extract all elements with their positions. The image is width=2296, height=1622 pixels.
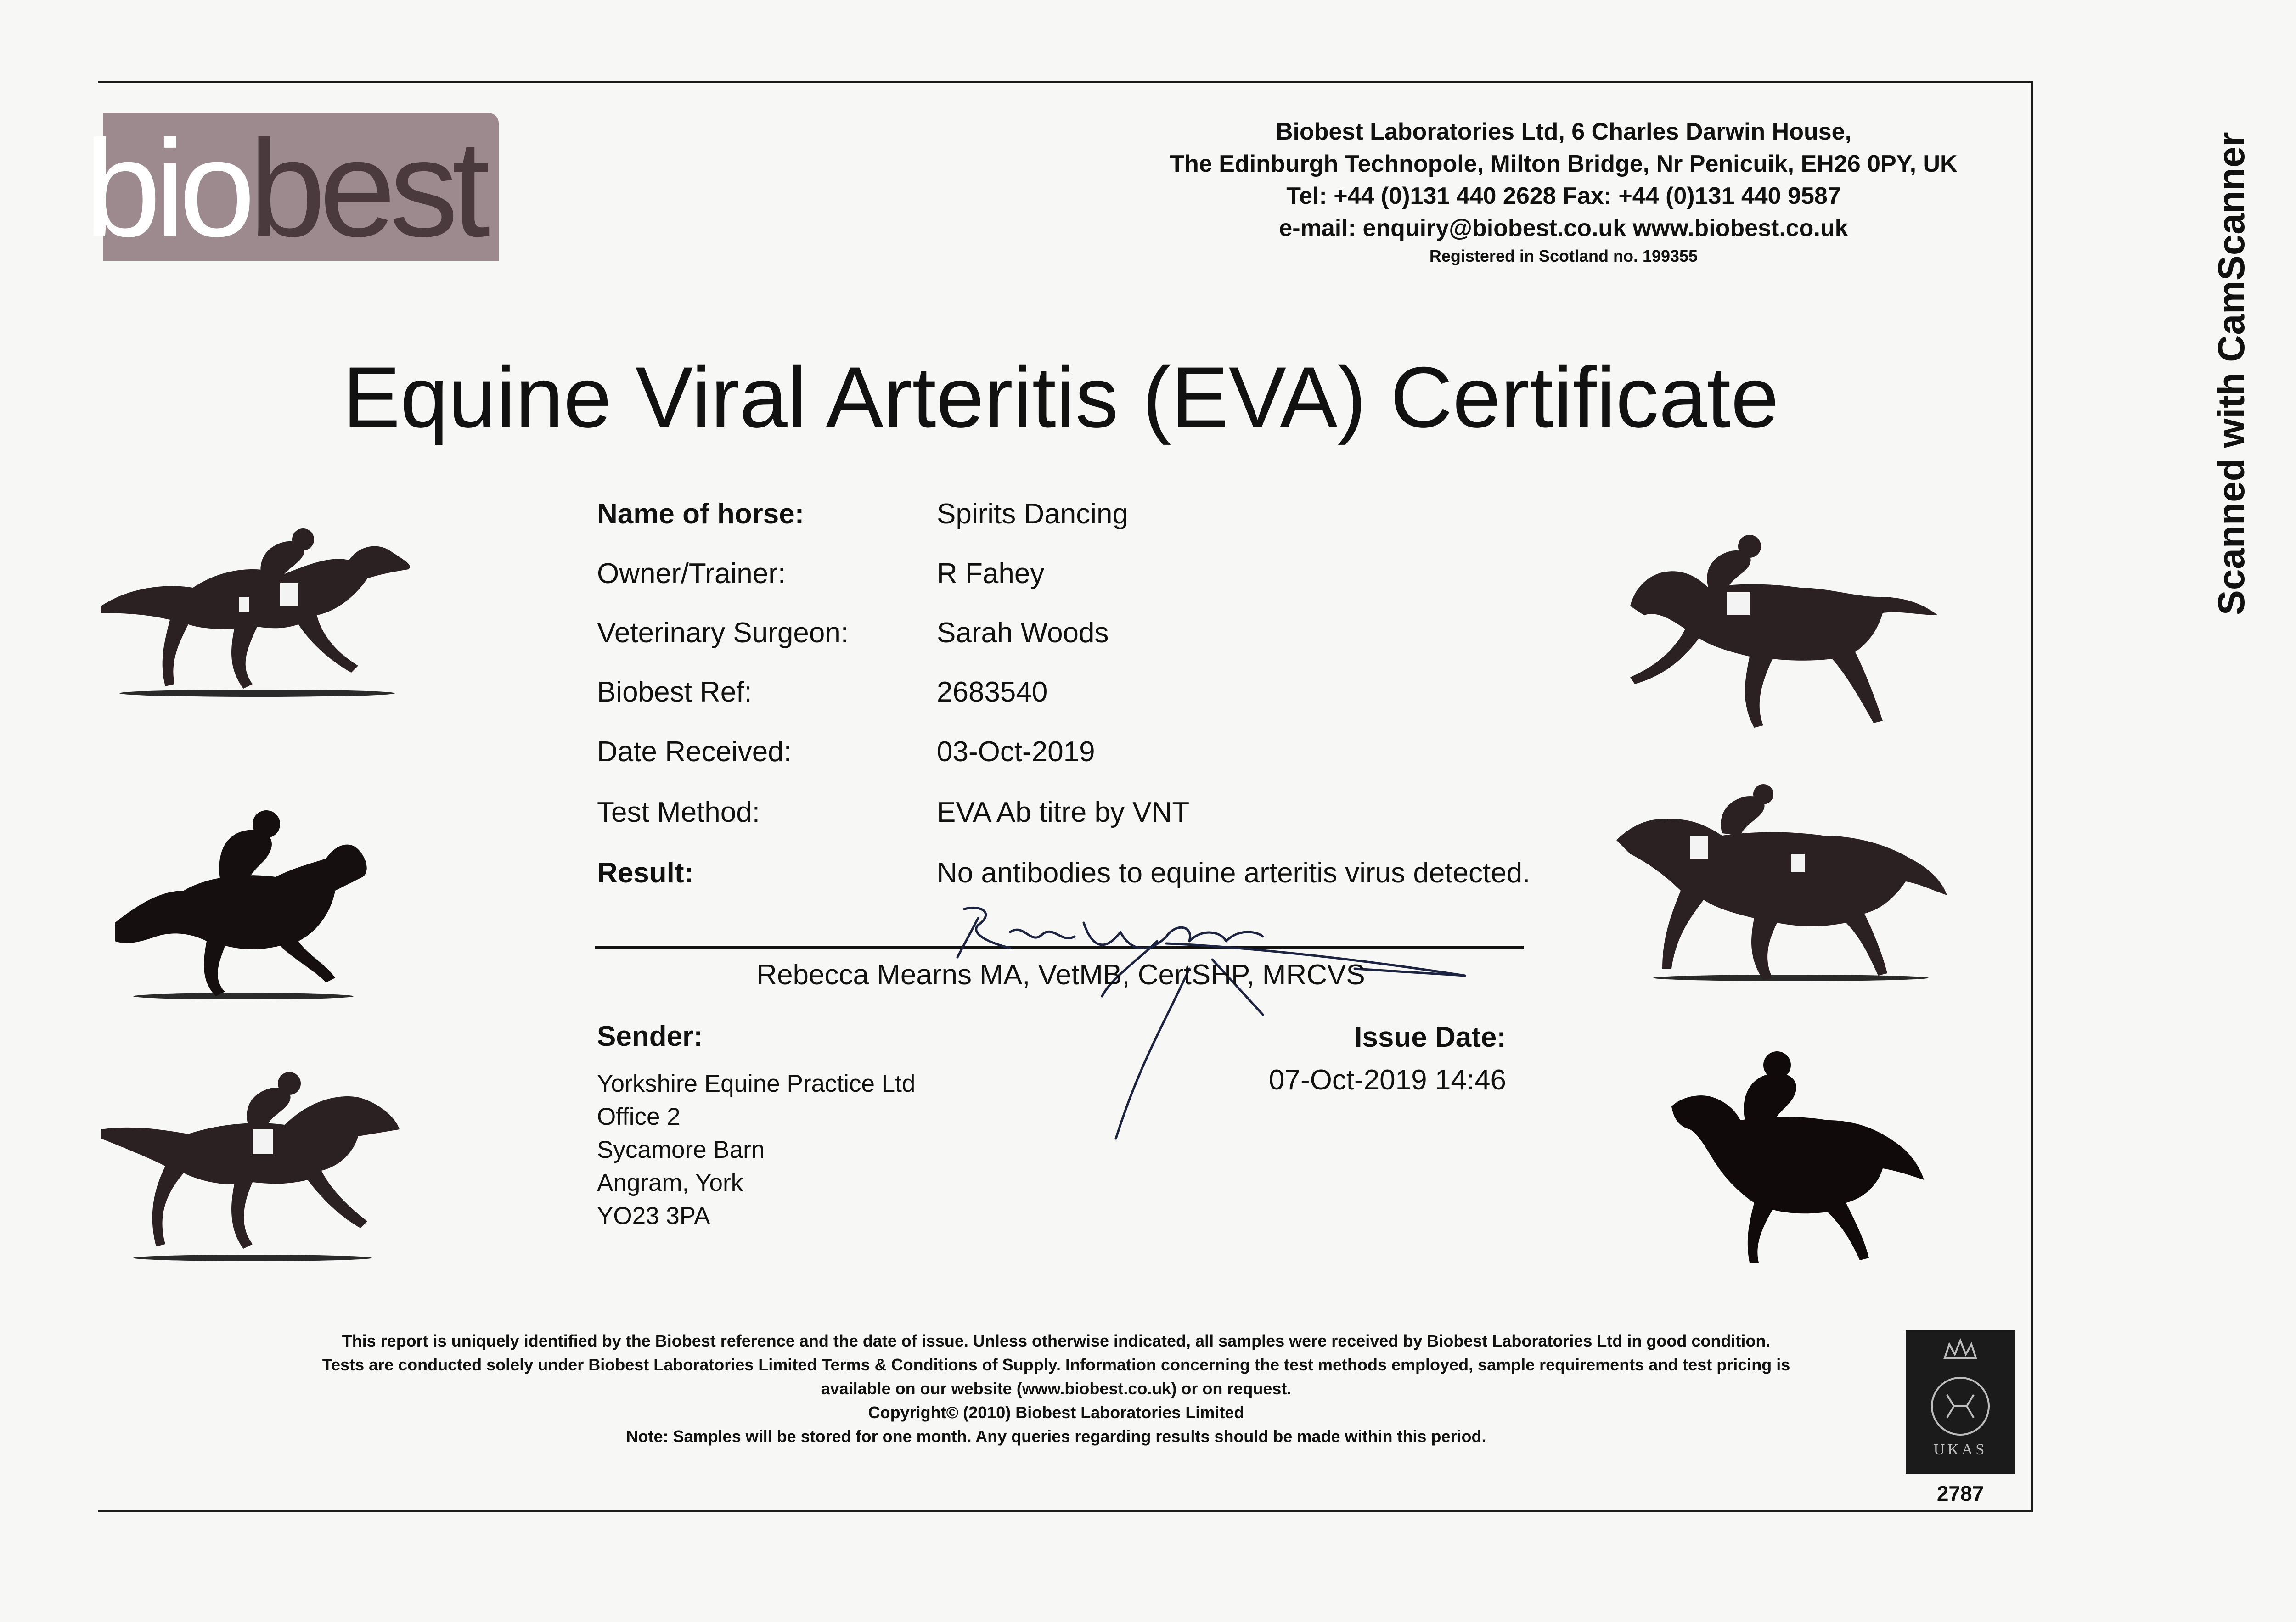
horse-name-label: Name of horse: bbox=[597, 498, 805, 530]
racehorse-icon bbox=[101, 1056, 404, 1263]
footer-disclaimer bbox=[193, 1329, 1919, 1448]
sender-address-line: Office 2 bbox=[597, 1103, 681, 1130]
sender-address-line: Angram, York bbox=[597, 1169, 743, 1196]
address-line-2: The Edinburgh Technopole, Milton Bridge, Nr Penicuik, EH26 0PY, UK bbox=[1170, 151, 1958, 177]
contact-phone-line: Tel: +44 (0)131 440 2628 Fax: +44 (0)131 440 9587 bbox=[1286, 183, 1841, 209]
issue-date-value: 07-Oct-2019 14:46 bbox=[1268, 1064, 1506, 1096]
issue-date-label: Issue Date: bbox=[1354, 1021, 1506, 1053]
horse-name-value: Spirits Dancing bbox=[937, 498, 1128, 530]
ukas-accreditation-mark bbox=[1906, 1330, 2015, 1474]
biobest-ref-value: 2683540 bbox=[937, 676, 1048, 708]
vet-surgeon-value: Sarah Woods bbox=[937, 617, 1109, 649]
biobest-logo bbox=[84, 111, 499, 265]
certificate-title: Equine Viral Arteritis (EVA) Certificate bbox=[343, 349, 1779, 445]
date-received-label: Date Received: bbox=[597, 736, 792, 768]
ukas-badge-text: UKAS bbox=[1933, 1441, 1987, 1458]
disclaimer-line: available on our website (www.biobest.co.uk) or on request. bbox=[821, 1379, 1292, 1398]
disclaimer-line: This report is uniquely identified by the Biobest reference and the date of issue. Unless otherwise indicated, all samples were received by Biobest Laboratories Ltd in good condition. bbox=[342, 1331, 1771, 1350]
racehorse-icon bbox=[1616, 785, 1947, 982]
racehorse-icon bbox=[1616, 528, 1938, 735]
racehorse-icon bbox=[101, 514, 422, 698]
address-line-1: Biobest Laboratories Ltd, 6 Charles Darwin House, bbox=[1275, 118, 1852, 145]
racehorse-icon bbox=[106, 780, 372, 1001]
sender-address-line: YO23 3PA bbox=[597, 1202, 710, 1229]
lab-address bbox=[1116, 116, 2011, 268]
scanner-watermark: Scanned with CamScanner bbox=[2211, 132, 2252, 615]
sender-address-line: Yorkshire Equine Practice Ltd bbox=[597, 1070, 916, 1097]
signatory-name: Rebecca Mearns MA, VetMB, CertSHP, MRCVS bbox=[756, 959, 1365, 991]
result-label: Result: bbox=[597, 857, 694, 889]
storage-note-line: Note: Samples will be stored for one month. Any queries regarding results should be made within this period. bbox=[626, 1427, 1486, 1446]
racehorse-icon bbox=[1662, 1047, 1929, 1267]
registration-line: Registered in Scotland no. 199355 bbox=[1429, 247, 1698, 265]
copyright-line: Copyright© (2010) Biobest Laboratories Limited bbox=[868, 1403, 1244, 1422]
disclaimer-line: Tests are conducted solely under Biobest Laboratories Limited Terms & Conditions of Supply. Information concerning the test methods employed, sample requirements and test pricing is bbox=[322, 1355, 1790, 1374]
svg-text:biobest: biobest bbox=[84, 111, 484, 265]
biobest-ref-label: Biobest Ref: bbox=[597, 676, 752, 708]
sender-address-line: Sycamore Barn bbox=[597, 1136, 765, 1163]
date-received-value: 03-Oct-2019 bbox=[937, 736, 1095, 768]
ukas-accreditation-number: 2787 bbox=[1936, 1482, 1984, 1505]
test-method-value: EVA Ab titre by VNT bbox=[937, 797, 1190, 828]
result-value: No antibodies to equine arteritis virus detected. bbox=[937, 857, 1531, 889]
contact-email-line: e-mail: enquiry@biobest.co.uk www.biobest.co.uk bbox=[1279, 215, 1848, 241]
sender-label: Sender: bbox=[597, 1021, 703, 1052]
test-method-label: Test Method: bbox=[597, 797, 760, 828]
handwritten-signature bbox=[872, 881, 1525, 1139]
owner-trainer-label: Owner/Trainer: bbox=[597, 558, 786, 589]
vet-surgeon-label: Veterinary Surgeon: bbox=[597, 617, 849, 649]
owner-trainer-value: R Fahey bbox=[937, 558, 1045, 589]
